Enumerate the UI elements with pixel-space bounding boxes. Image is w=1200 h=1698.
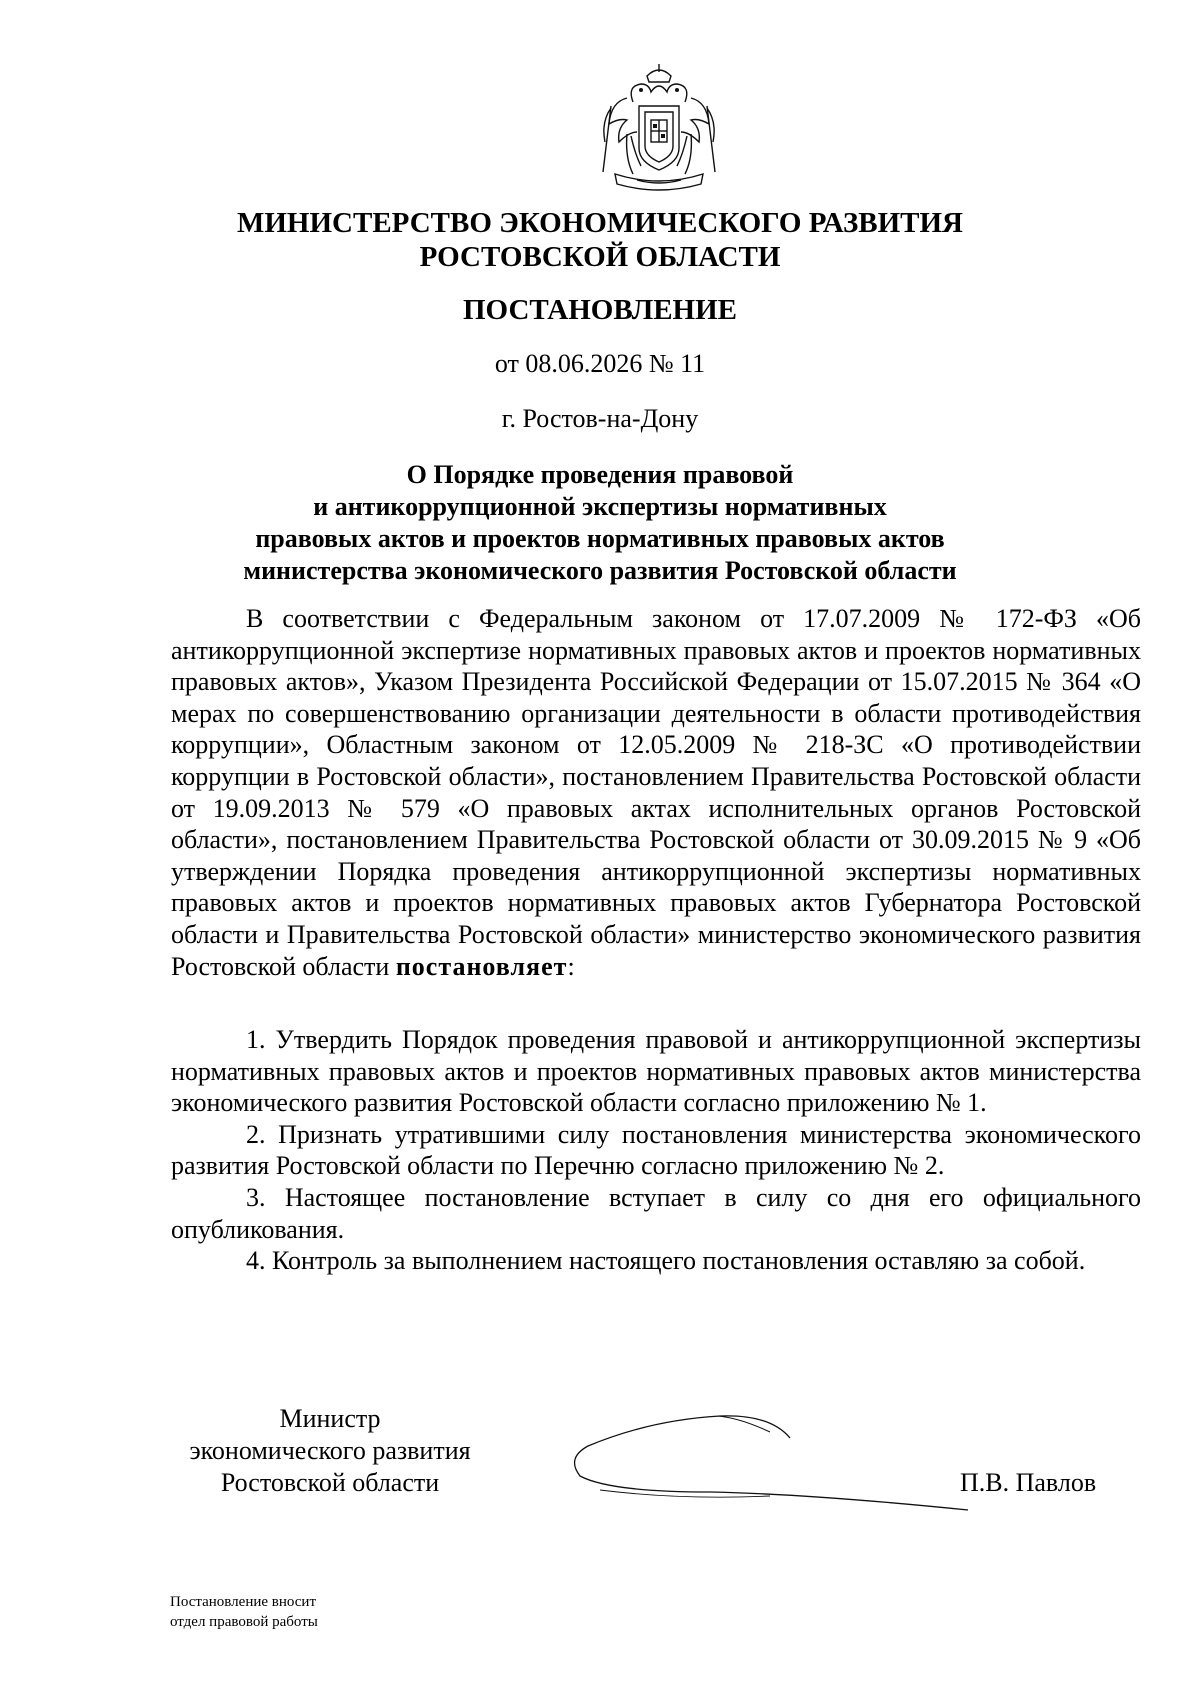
subject-line3: правовых актов и проектов нормативных правовых актов: [255, 524, 945, 553]
subject-line4: министерства экономического развития Ростовской области: [243, 556, 957, 585]
document-type: ПОСТАНОВЛЕНИЕ: [462, 294, 737, 326]
coat-of-arms-icon: [597, 62, 721, 194]
document-subject: [170, 459, 1030, 587]
preamble-text: В соответствии с Федеральным законом от 17.07.2009 № 172-ФЗ «Об антикоррупционной экспертизе нормативных правовых актов и проектов нормативных правовых актов», Указом Президента Российской Федерации от 15.07.2015 № 364 «О мерах по совершенствованию организации деятельности в области противодействия коррупции», Областным законом от 12.05.2009 № 218-ЗС «О противодействии коррупции в Ростовской области», постановлением Правительства Ростовской области от 19.09.2013 № 579 «О правовых актах исполнительных органов Ростовской области», постановлением Правительства Ростовской области от 30.09.2015 № 9 «Об утверждении Порядка проведения антикоррупционной экспертизы нормативных правовых актов и проектов нормативных правовых актов Губернатора Ростовской области и Правительства Ростовской области» министерство экономического развития Ростовской области: [171, 604, 1141, 981]
footer-note-line1: Постановление вносит: [170, 1594, 317, 1610]
footer-note: [170, 1592, 318, 1632]
handwritten-signature: [570, 1396, 970, 1536]
ministry-name-line2: РОСТОВСКОЙ ОБЛАСТИ: [419, 241, 781, 273]
resolution-item-4: 4. Контроль за выполнением настоящего постановления оставляю за собой.: [246, 1246, 1086, 1276]
ministry-name-line1: МИНИСТЕРСТВО ЭКОНОМИЧЕСКОГО РАЗВИТИЯ: [237, 207, 963, 239]
signer-position-line3: Ростовской области: [220, 1468, 440, 1497]
subject-line2: и антикоррупционной экспертизы нормативных: [313, 492, 887, 521]
signer-position-line2: экономического развития: [189, 1436, 471, 1465]
signer-position-line1: Министр: [279, 1404, 381, 1433]
footer-note-line2: отдел правовой работы: [170, 1614, 318, 1630]
document-place: г. Ростов-на-Дону: [501, 404, 699, 433]
resolution-item-1: 1. Утвердить Порядок проведения правовой и антикоррупционной экспертизы нормативных правовых актов и проектов нормативных правовых актов министерства экономического развития Ростовской области согласно приложению № 1.: [171, 1025, 1141, 1118]
ministry-name: [170, 206, 1030, 274]
resolution-item-2: 2. Признать утратившими силу постановления министерства экономического развития Ростовской области по Перечню согласно приложению № 2.: [171, 1119, 1141, 1181]
resolution-item-3: 3. Настоящее постановление вступает в силу со дня его официального опубликования.: [171, 1182, 1141, 1244]
subject-line1: О Порядке проведения правовой: [406, 460, 794, 489]
resolution-items: [171, 1024, 1141, 1277]
preamble: [171, 603, 1141, 982]
decision-word: постановляет: [395, 951, 568, 981]
preamble-paragraph: [171, 603, 1141, 982]
decision-colon: :: [567, 951, 575, 981]
signer-name: П.В. Павлов: [960, 1468, 1097, 1497]
document-date-number: от 08.06.2026 № 11: [494, 349, 706, 378]
signer-position: [170, 1403, 490, 1499]
